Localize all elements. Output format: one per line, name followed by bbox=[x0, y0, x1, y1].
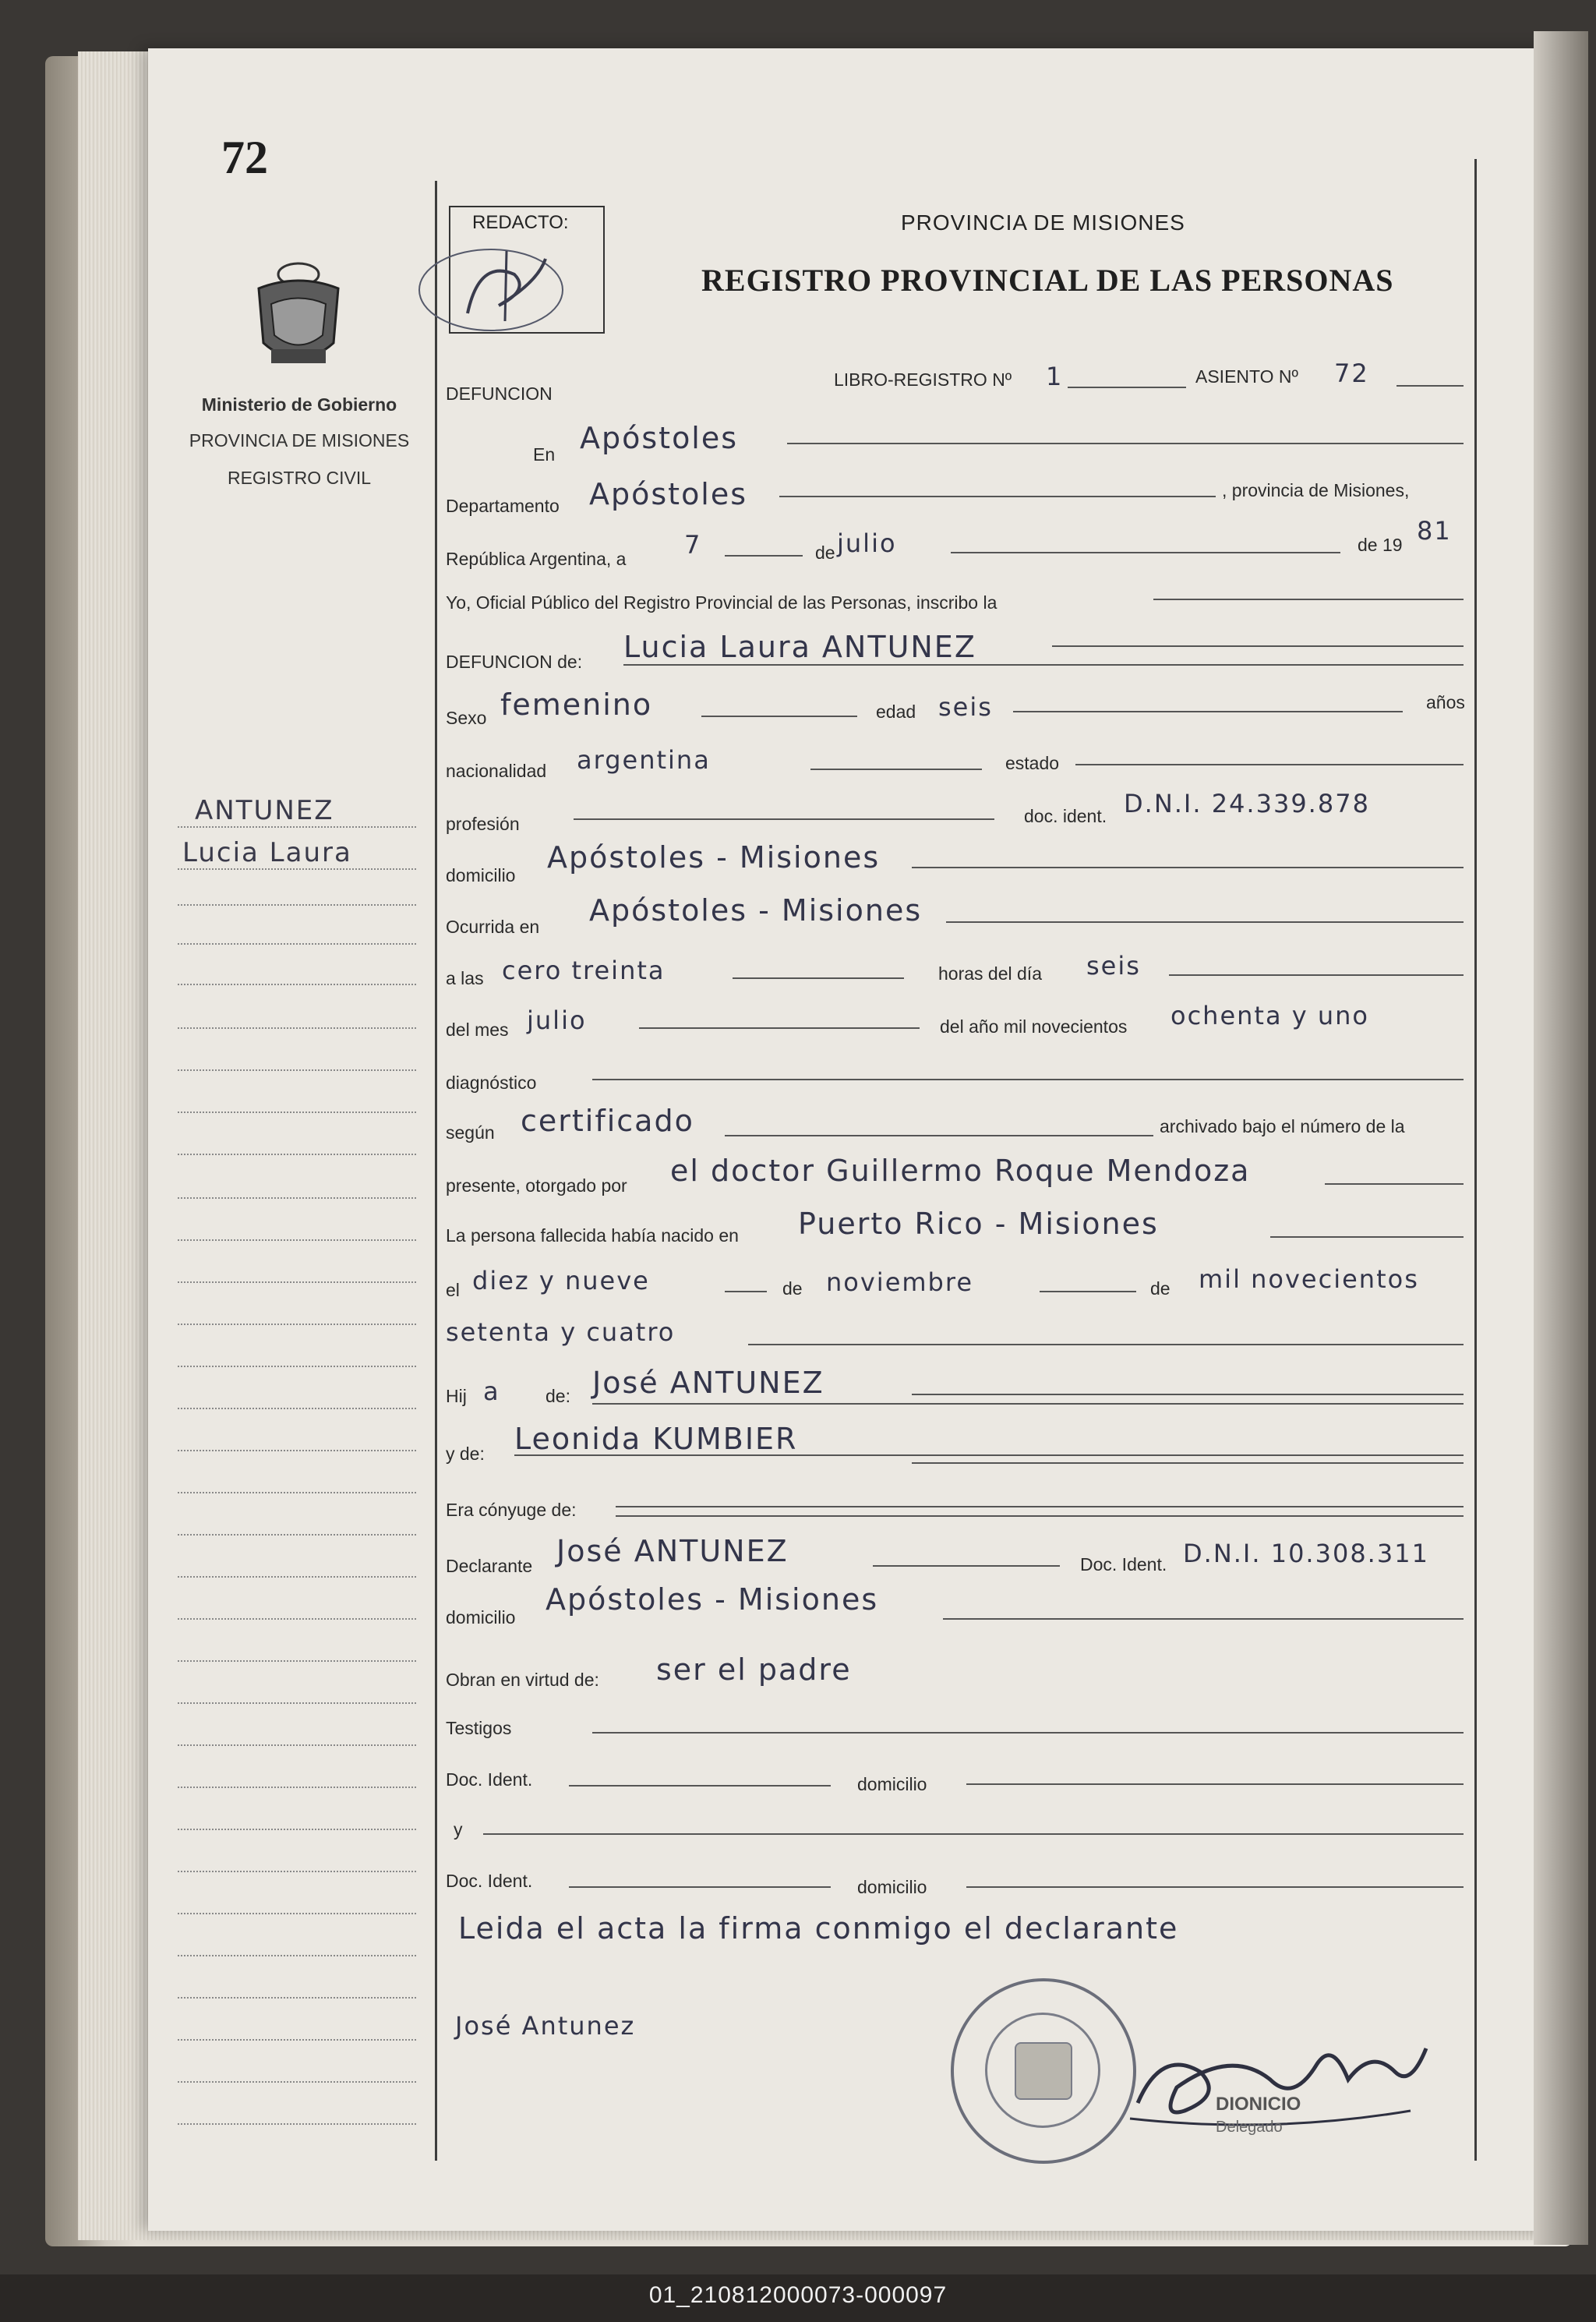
nacionalidad-value: argentina bbox=[577, 745, 711, 775]
asiento-value: 72 bbox=[1334, 359, 1369, 388]
month-value: julio bbox=[837, 528, 897, 558]
left-rule-line bbox=[178, 984, 416, 985]
facing-page-shadow bbox=[1534, 31, 1588, 2245]
province-label: PROVINCIA DE MISIONES bbox=[189, 430, 410, 451]
left-rule-line bbox=[178, 1829, 416, 1830]
defuncion-value: Lucia Laura ANTUNEZ bbox=[623, 630, 976, 664]
delmes-value: julio bbox=[527, 1005, 587, 1035]
domicilio3-label: domicilio bbox=[857, 1774, 927, 1794]
day-value: 7 bbox=[684, 530, 702, 560]
ocurrida-value: Apóstoles - Misiones bbox=[589, 893, 923, 928]
left-rule-line bbox=[178, 1997, 416, 1999]
birth-year-continued: setenta y cuatro bbox=[446, 1317, 676, 1347]
domicilio-label: domicilio bbox=[446, 865, 516, 885]
alas-label: a las bbox=[446, 968, 484, 988]
profesion-label: profesión bbox=[446, 814, 520, 834]
margin-rule bbox=[435, 181, 437, 2161]
registry-seal-stamp bbox=[951, 1978, 1136, 2164]
hij-suffix: a bbox=[483, 1377, 500, 1406]
domicilio4-label: domicilio bbox=[857, 1877, 927, 1897]
left-rule-line bbox=[178, 1787, 416, 1788]
province-heading: PROVINCIA DE MISIONES bbox=[901, 210, 1185, 235]
archivado-label: archivado bajo el número de la bbox=[1160, 1116, 1405, 1136]
ocurrida-label: Ocurrida en bbox=[446, 917, 540, 937]
redacto-label: REDACTO: bbox=[472, 212, 569, 233]
horas-value: seis bbox=[1086, 951, 1141, 981]
libro-label: LIBRO-REGISTRO Nº bbox=[834, 369, 1012, 390]
year-label: de 19 bbox=[1358, 535, 1403, 555]
left-rule-line bbox=[178, 1492, 416, 1493]
de2-value: noviembre bbox=[826, 1267, 973, 1297]
yo-text: Yo, Oficial Público del Registro Provincial de las Personas, inscribo la bbox=[446, 592, 998, 613]
registry-label: REGISTRO CIVIL bbox=[227, 468, 372, 488]
sexo-label: Sexo bbox=[446, 708, 487, 728]
el-value: diez y nueve bbox=[472, 1266, 650, 1295]
left-rule-line bbox=[178, 1154, 416, 1155]
conyuge-label: Era cónyuge de: bbox=[446, 1500, 577, 1520]
obran-label: Obran en virtud de: bbox=[446, 1670, 599, 1690]
presente-value: el doctor Guillermo Roque Mendoza bbox=[670, 1154, 1251, 1188]
hij-label: Hij bbox=[446, 1386, 467, 1406]
right-rule bbox=[1474, 159, 1477, 2161]
leida-statement: Leida el acta la firma conmigo el declarante bbox=[458, 1911, 1179, 1946]
left-rule-line bbox=[178, 1027, 416, 1029]
domicilio2-value: Apóstoles - Misiones bbox=[546, 1582, 879, 1617]
hij-de-label: de: bbox=[546, 1386, 570, 1406]
declarante-label: Declarante bbox=[446, 1556, 533, 1576]
left-rule-line bbox=[178, 1534, 416, 1536]
padre-value: José ANTUNEZ bbox=[592, 1366, 824, 1400]
docident-value: D.N.I. 10.308.311 bbox=[1183, 1539, 1429, 1568]
presente-label: presente, otorgado por bbox=[446, 1175, 627, 1196]
horas-label: horas del día bbox=[938, 963, 1042, 984]
delmes-label: del mes bbox=[446, 1020, 509, 1040]
docident-label: Doc. Ident. bbox=[1080, 1554, 1167, 1575]
provincia-suffix: , provincia de Misiones, bbox=[1222, 480, 1410, 500]
doc-ident-value: D.N.I. 24.339.878 bbox=[1124, 789, 1370, 818]
official-name: DIONICIO bbox=[1216, 2094, 1301, 2115]
left-rule-line bbox=[178, 1450, 416, 1451]
anio-value: ochenta y uno bbox=[1171, 1001, 1369, 1030]
obran-value: ser el padre bbox=[656, 1652, 852, 1687]
official-title: Delegado bbox=[1216, 2119, 1283, 2136]
de2-label: de bbox=[782, 1278, 803, 1299]
segun-value: certificado bbox=[521, 1104, 694, 1138]
left-rule-line bbox=[178, 1871, 416, 1872]
left-rule-line bbox=[178, 1660, 416, 1662]
registry-heading: REGISTRO PROVINCIAL DE LAS PERSONAS bbox=[701, 263, 1394, 298]
year-value: 81 bbox=[1417, 516, 1452, 546]
sexo-value: femenino bbox=[500, 687, 653, 722]
left-rule-line bbox=[178, 1069, 416, 1071]
declarante-value: José ANTUNEZ bbox=[556, 1534, 789, 1568]
en-label: En bbox=[533, 444, 556, 465]
doc-ident-label: doc. ident. bbox=[1024, 806, 1107, 826]
de3-value: mil novecientos bbox=[1199, 1264, 1419, 1294]
asiento-label: ASIENTO Nº bbox=[1195, 366, 1298, 387]
nacido-label: La persona fallecida había nacido en bbox=[446, 1225, 739, 1246]
left-rule-line bbox=[178, 904, 416, 906]
stamp-emblem-icon bbox=[1015, 2042, 1072, 2100]
estado-label: estado bbox=[1005, 753, 1060, 773]
defuncion-label: DEFUNCION de: bbox=[446, 652, 583, 672]
left-rule-line bbox=[178, 1618, 416, 1620]
edad-label: edad bbox=[876, 702, 916, 722]
testigos-label: Testigos bbox=[446, 1718, 512, 1738]
page-number: 72 bbox=[221, 132, 268, 183]
redacto-initials-signature bbox=[405, 228, 592, 345]
edad-value: seis bbox=[938, 692, 993, 722]
docident2-label: Doc. Ident. bbox=[446, 1769, 533, 1790]
left-rule-line bbox=[178, 2081, 416, 2083]
alas-value: cero treinta bbox=[502, 956, 666, 985]
left-rule-line bbox=[178, 1112, 416, 1113]
diagnostico-label: diagnóstico bbox=[446, 1073, 537, 1093]
left-rule-line bbox=[178, 2039, 416, 2041]
provincial-emblem-icon bbox=[248, 257, 349, 374]
domicilio-value: Apóstoles - Misiones bbox=[547, 840, 881, 875]
left-rule-line bbox=[178, 1702, 416, 1704]
docident3-label: Doc. Ident. bbox=[446, 1871, 533, 1891]
left-rule-line bbox=[178, 1913, 416, 1914]
segun-label: según bbox=[446, 1122, 495, 1143]
declarant-signature: José Antunez bbox=[455, 2011, 636, 2041]
left-rule-line bbox=[178, 1324, 416, 1325]
el-label: el bbox=[446, 1280, 460, 1300]
margin-given-name: Lucia Laura bbox=[182, 837, 352, 868]
madre-value: Leonida KUMBIER bbox=[514, 1422, 798, 1456]
left-rule-line bbox=[178, 1239, 416, 1241]
left-rule-line bbox=[178, 1281, 416, 1283]
y-label: y bbox=[454, 1819, 463, 1840]
left-rule-line bbox=[178, 1197, 416, 1199]
departamento-value: Apóstoles bbox=[589, 477, 748, 511]
left-rule-line bbox=[178, 2123, 416, 2125]
en-value: Apóstoles bbox=[580, 421, 739, 455]
nacido-value: Puerto Rico - Misiones bbox=[798, 1207, 1159, 1241]
left-rule-line bbox=[178, 1744, 416, 1746]
anos-label: años bbox=[1426, 692, 1465, 712]
left-rule-line bbox=[178, 868, 416, 870]
left-rule-line bbox=[178, 943, 416, 945]
nacionalidad-label: nacionalidad bbox=[446, 761, 547, 781]
left-rule-line bbox=[178, 826, 416, 828]
document-id: 01_210812000073-000097 bbox=[648, 2282, 948, 2308]
yde-label: y de: bbox=[446, 1444, 485, 1464]
domicilio2-label: domicilio bbox=[446, 1607, 516, 1628]
de3-label: de bbox=[1150, 1278, 1171, 1299]
anio-label: del año mil novecientos bbox=[940, 1016, 1128, 1037]
departamento-label: Departamento bbox=[446, 496, 560, 516]
margin-surname: ANTUNEZ bbox=[195, 795, 334, 826]
month-de-label: de bbox=[815, 543, 835, 563]
republica-label: República Argentina, a bbox=[446, 549, 627, 569]
ministry-label: Ministerio de Gobierno bbox=[201, 394, 397, 415]
left-rule-line bbox=[178, 1955, 416, 1956]
libro-value: 1 bbox=[1046, 362, 1064, 391]
left-rule-line bbox=[178, 1576, 416, 1578]
left-rule-line bbox=[178, 1408, 416, 1409]
left-rule-line bbox=[178, 1366, 416, 1367]
record-type-label: DEFUNCION bbox=[446, 383, 553, 404]
